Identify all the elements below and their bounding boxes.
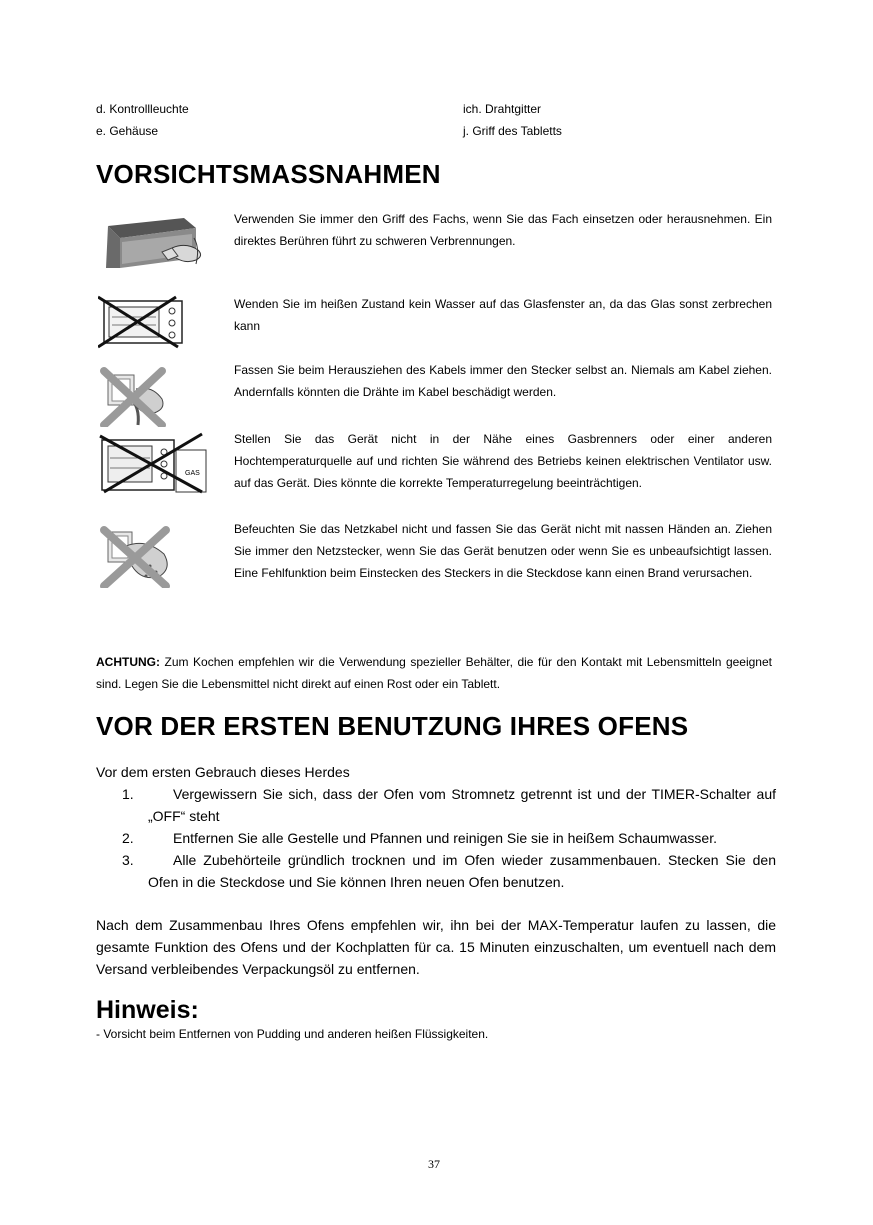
step-number: 1. [122,786,134,802]
step-continuation: Ofen in die Steckdose und Sie können Ihren neuen Ofen benutzen. [148,874,565,890]
attention-text: Zum Kochen empfehlen wir die Verwendung spezieller Behälter, die für den Kontakt mit Lebensmitteln geeignet sind. Legen Sie die Lebensmittel nicht direkt auf einen Rost oder ein Tablett. [96,655,772,691]
precaution-text: Wenden Sie im heißen Zustand kein Wasser auf das Glasfenster an, da das Glas sonst zerbrechen kann [234,297,772,333]
precaution-text: Stellen Sie das Gerät nicht in der Nähe eines Gasbrenners oder einer anderen Hochtemperaturquelle auf und richten Sie während des Betriebs keinen elektrischen Ventilator usw. auf das Gerät. Dies könnte die korrekte Temperaturregelung beeinträchtigen. [234,432,772,490]
part-item: j. Griff des Tabletts [463,124,562,138]
page-number: 37 [428,1157,440,1171]
parts-list-right [463,98,562,142]
list-item [96,849,776,871]
precaution-text: Fassen Sie beim Herausziehen des Kabels immer den Stecker selbst an. Niemals am Kabel ziehen. Andernfalls könnten die Drähte im Kabel beschädigt werden. [234,363,772,399]
parts-list-left [96,98,189,142]
no-water-oven-icon [98,295,186,349]
step-text: Vergewissern Sie sich, dass der Ofen vom Stromnetz getrennt ist und der TIMER-Schalter auf [173,786,776,802]
precaution-text: Befeuchten Sie das Netzkabel nicht und fassen Sie das Gerät nicht mit nassen Händen an. Ziehen Sie immer den Netzstecker, wenn Sie das Gerät benutzen oder wenn Sie es unbeaufsichtigt lassen. Eine Fehlfunktion beim Einstecken des Steckers in die Steckdose kann einen Brand verursachen. [234,522,772,580]
note-title: Hinweis: [96,996,199,1024]
step-number: 3. [122,852,134,868]
part-item: ich. Drahtgitter [463,102,542,116]
precaution-text: Verwenden Sie immer den Griff des Fachs, wenn Sie das Fach einsetzen oder herausnehmen. Ein direktes Berühren führt zu schweren Verbrennungen. [234,212,772,248]
step-text: Entfernen Sie alle Gestelle und Pfannen und reinigen Sie sie in heißem Schaumwasser. [173,830,717,846]
part-item: e. Gehäuse [96,124,159,138]
first-use-intro: Vor dem ersten Gebrauch dieses Herdes [96,764,350,780]
step-text: Alle Zubehörteile gründlich trocknen und im Ofen wieder zusammenbauen. Stecken Sie den [173,852,776,868]
no-pull-cable-icon [100,367,170,427]
part-item: d. Kontrollleuchte [96,102,189,116]
gas-label: GAS [185,470,200,477]
step-number: 2. [122,830,134,846]
list-item [96,827,776,849]
section-title-first-use: VOR DER ERSTEN BENUTZUNG IHRES OFENS [96,711,689,741]
no-gas-source-icon [98,432,210,496]
steps-list [96,783,776,893]
attention-paragraph [96,651,772,695]
no-wet-hands-icon [100,526,176,588]
attention-label: ACHTUNG: [96,655,160,669]
list-item [96,783,776,805]
section-title-precautions: VORSICHTSMASSNAHMEN [96,159,441,189]
step-continuation: „OFF“ steht [148,808,220,824]
after-assembly-paragraph: Nach dem Zusammenbau Ihres Ofens empfehlen wir, ihn bei der MAX-Temperatur laufen zu lassen, die gesamte Funktion des Ofens und der Kochplatten für ca. 15 Minuten einzuschalten, um eventuell nach dem Versand verbleibendes Verpackungsöl zu entfernen. [96,917,776,977]
note-text: - Vorsicht beim Entfernen von Pudding und anderen heißen Flüssigkeiten. [96,1027,489,1041]
tray-handle-icon [102,208,210,272]
